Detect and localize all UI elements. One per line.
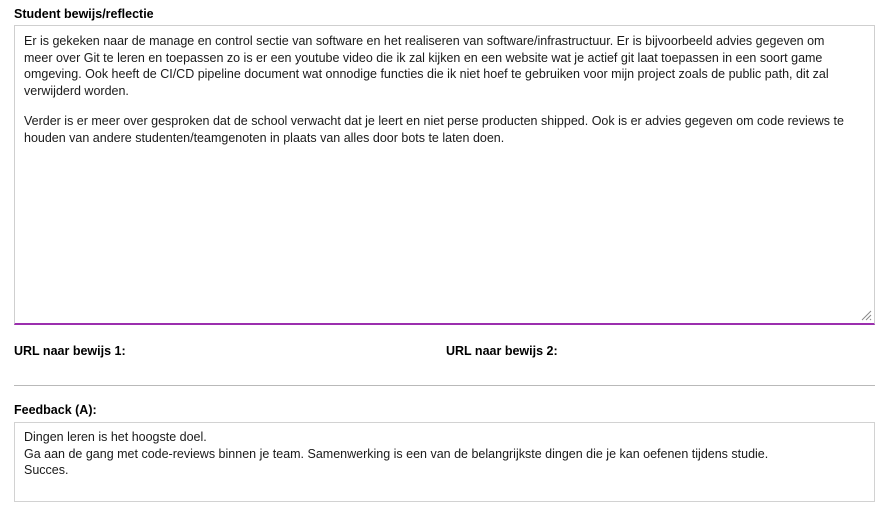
feedback-line: Dingen leren is het hoogste doel. [24,430,207,444]
evidence-paragraph: Verder is er meer over gesproken dat de school verwacht dat je leert en niet perse producten shipped. Ook is er advies gegeven om code reviews te houden van andere studenten/teamgenoten in plaats van alles door bots te laten doen. [24,114,844,145]
url1-field-group [14,343,446,359]
resize-grip-icon[interactable] [860,309,872,321]
feedback-textarea[interactable] [14,422,875,502]
feedback-line: Ga aan de gang met code-reviews binnen je team. Samenwerking is een van de belangrijkste dingen die je kan oefenen tijdens studie. [24,446,769,461]
url2-label: URL naar bewijs 2: [446,344,558,358]
evidence-paragraph: Er is gekeken naar de manage en control sectie van software en het realiseren van software/infrastructuur. Er is bijvoorbeeld advies gegeven om meer over Git te leren en toepassen zo is er een youtube video die ik zal kijken en een website wat je actief git laat toepassen in een soort game omgeving. Ook heeft de CI/CD pipeline document wat onnodige functies die ik niet hoef te gebruiken voor mijn project zoals de public path, dit zal verwijderd worden. [24,34,829,98]
url-fields-row [14,343,875,359]
url1-label: URL naar bewijs 1: [14,344,126,358]
student-evidence-heading: Student bewijs/reflectie [14,7,154,21]
feedback-line: Succes. [24,463,69,477]
feedback-heading: Feedback (A): [14,403,97,417]
student-evidence-textarea[interactable] [14,25,875,325]
url2-field-group [446,343,846,359]
section-divider [14,385,875,386]
